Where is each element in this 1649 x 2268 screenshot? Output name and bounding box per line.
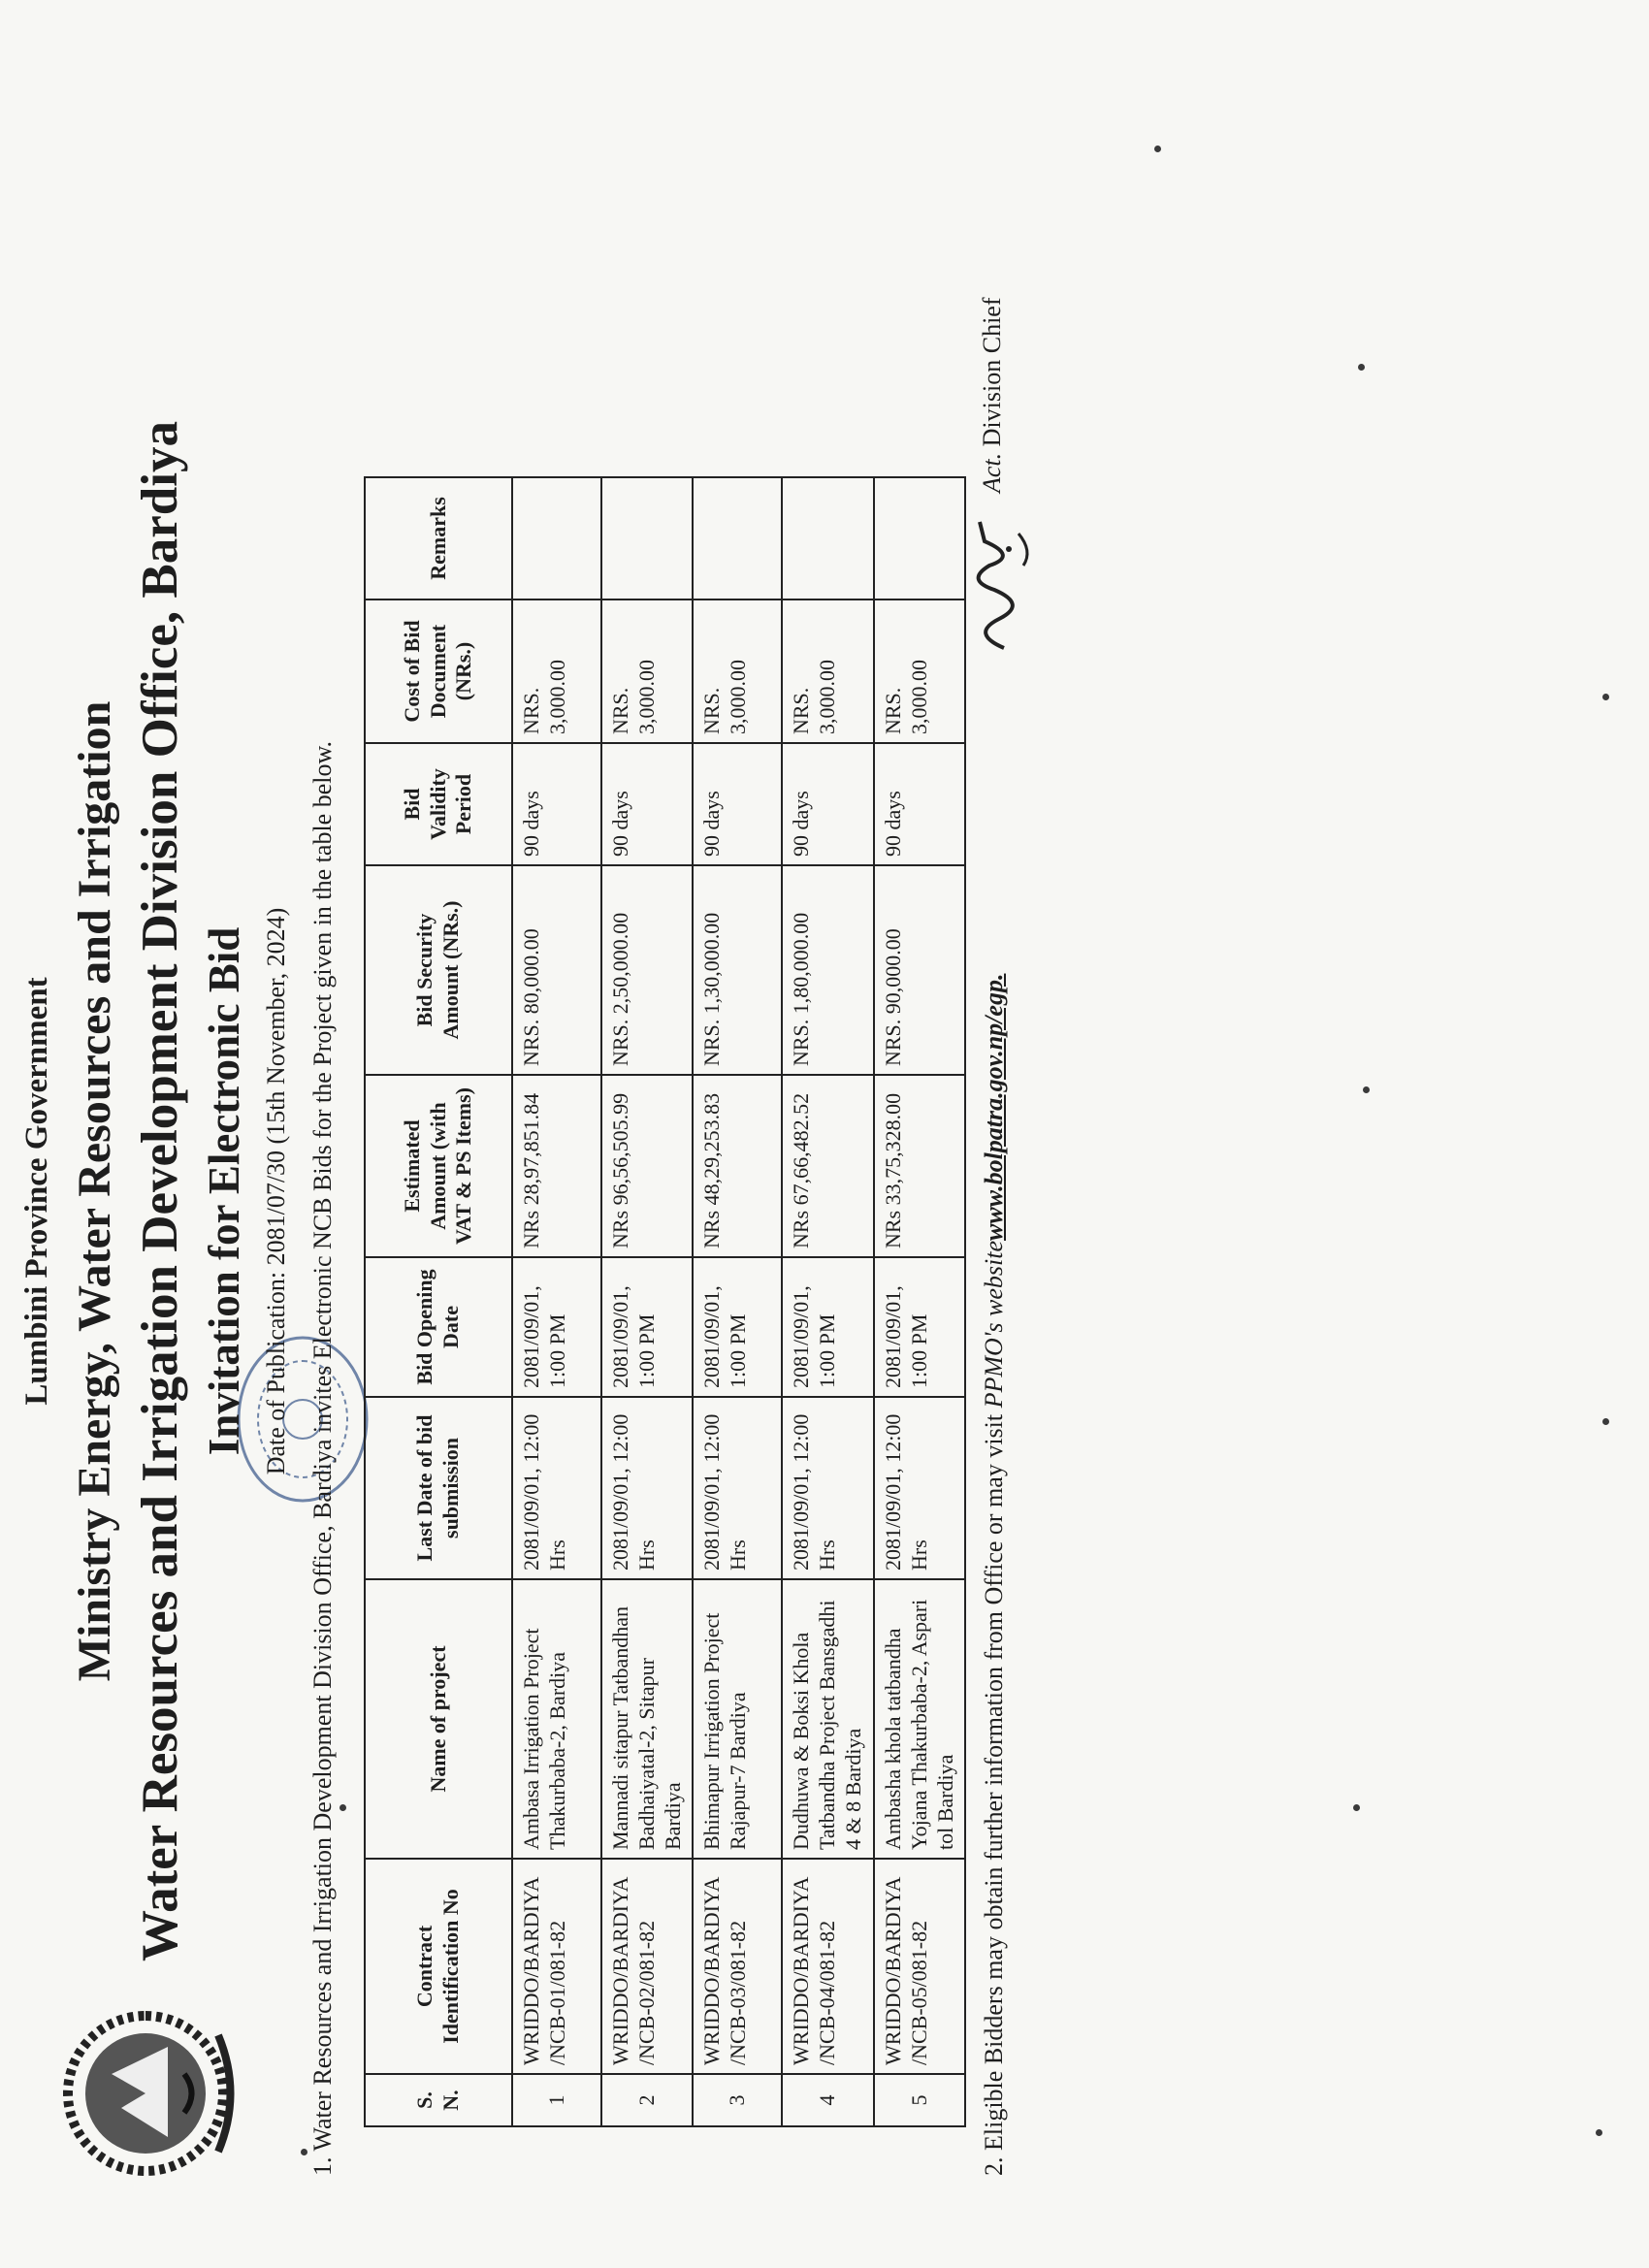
cell-validity: 90 days [512, 743, 601, 865]
cell-security: NRS. 1,80,000.00 [782, 865, 873, 1075]
signatory-prefix: Act. [978, 452, 1006, 493]
cell-estimate: NRs 48,29,253.83 [693, 1075, 782, 1257]
website-label: website [980, 1240, 1008, 1316]
signature-scribble [951, 512, 1043, 658]
bolpatra-website-link[interactable]: www.bolpatra.gov.np/egp. [980, 973, 1008, 1241]
rotated-notice-page [0, 97, 1552, 2268]
header-sn: S. N. [365, 2074, 512, 2126]
header-remarks: Remarks [365, 477, 512, 599]
cell-validity: 90 days [782, 743, 873, 865]
cell-submission: 2081/09/01, 12:00 Hrs [601, 1397, 693, 1579]
cell-cost: NRS. 3,000.00 [782, 599, 873, 743]
cell-contract: WRIDDO/BARDIYA /NCB-05/081-82 [874, 1859, 965, 2074]
header-validity: Bid Validity Period [365, 743, 512, 865]
office-name: Water Resources and Irrigation Development Division Office, Bardiya [132, 421, 188, 1961]
scan-speck [1602, 1418, 1609, 1425]
further-info-note [980, 974, 1009, 2176]
table-row [693, 477, 782, 2126]
scan-speck [1602, 694, 1609, 700]
cell-security: NRS. 90,000.00 [874, 865, 965, 1075]
cell-validity: 90 days [693, 743, 782, 865]
cell-estimate: NRs 67,66,482.52 [782, 1075, 873, 1257]
cell-cost: NRS. 3,000.00 [693, 599, 782, 743]
header-security: Bid Security Amount (NRs.) [365, 865, 512, 1075]
cell-sn: 1 [512, 2074, 601, 2126]
cell-estimate: NRs 33,75,328.00 [874, 1075, 965, 1257]
header-contract: Contract Identification No [365, 1859, 512, 2074]
cell-security: NRS. 2,50,000.00 [601, 865, 693, 1075]
cell-project: Ambasha khola tatbandha Yojana Thakurbaba-2, Aspari tol Bardiya [874, 1579, 965, 1859]
notice-title: Invitation for Electronic Bid [200, 926, 248, 1456]
cell-opening: 2081/09/01, 1:00 PM [693, 1257, 782, 1397]
cell-submission: 2081/09/01, 12:00 Hrs [874, 1397, 965, 1579]
table-row [782, 477, 873, 2126]
cell-sn: 4 [782, 2074, 873, 2126]
cell-contract: WRIDDO/BARDIYA /NCB-04/081-82 [782, 1859, 873, 2074]
intro-paragraph: 1. Water Resources and Irrigation Development Division Office, Bardiya invites Electronic NCB Bids for the Project given in the table below. [308, 740, 337, 2176]
table-row [512, 477, 601, 2126]
cell-estimate: NRs 28,97,851.84 [512, 1075, 601, 1257]
cell-validity: 90 days [874, 743, 965, 865]
cell-submission: 2081/09/01, 12:00 Hrs [782, 1397, 873, 1579]
cell-project: Bhimapur Irrigation Project Rajapur-7 Bardiya [693, 1579, 782, 1859]
cell-opening: 2081/09/01, 1:00 PM [874, 1257, 965, 1397]
cell-security: NRS. 1,30,000.00 [693, 865, 782, 1075]
cell-remarks [782, 477, 873, 599]
ministry-name: Ministry Energy, Water Resources and Irrigation [69, 700, 120, 1682]
cell-estimate: NRs 96,56,505.99 [601, 1075, 693, 1257]
cell-cost: NRS. 3,000.00 [512, 599, 601, 743]
cell-sn: 5 [874, 2074, 965, 2126]
scan-speck [1596, 2129, 1602, 2136]
header-submission: Last Date of bid submission [365, 1397, 512, 1579]
cell-contract: WRIDDO/BARDIYA /NCB-01/081-82 [512, 1859, 601, 2074]
header-estimate: Estimated Amount (with VAT & PS Items) [365, 1075, 512, 1257]
signatory-title [978, 298, 1007, 494]
table-row [874, 477, 965, 2126]
signatory-role: Division Chief [978, 297, 1006, 447]
cell-submission: 2081/09/01, 12:00 Hrs [693, 1397, 782, 1579]
header-project: Name of project [365, 1579, 512, 1859]
cell-project: Ambasa Irrigation Project Thakurbaba-2, Bardiya [512, 1579, 601, 1859]
cell-remarks [693, 477, 782, 599]
note-text: 2. Eligible Bidders may obtain further information from Office or may visit [980, 1413, 1008, 2176]
header-opening: Bid Opening Date [365, 1257, 512, 1397]
ppmo-label: PPMO's [980, 1322, 1008, 1409]
cell-opening: 2081/09/01, 1:00 PM [601, 1257, 693, 1397]
header-cost: Cost of Bid Document (NRs.) [365, 599, 512, 743]
cell-opening: 2081/09/01, 1:00 PM [782, 1257, 873, 1397]
cell-cost: NRS. 3,000.00 [601, 599, 693, 743]
publication-date: Date of Publication: 2081/07/30 (15th November, 2024) [262, 907, 290, 1475]
cell-project: Mannadi sitapur Tatbandhan Badhaiyatal-2, Sitapur Bardiya [601, 1579, 693, 1859]
bid-table [364, 476, 966, 2127]
office-seal-stamp [233, 1332, 373, 1507]
cell-cost: NRS. 3,000.00 [874, 599, 965, 743]
cell-contract: WRIDDO/BARDIYA /NCB-03/081-82 [693, 1859, 782, 2074]
government-name: Lumbini Province Government [19, 977, 54, 1406]
cell-contract: WRIDDO/BARDIYA /NCB-02/081-82 [601, 1859, 693, 2074]
cell-sn: 3 [693, 2074, 782, 2126]
cell-submission: 2081/09/01, 12:00 Hrs [512, 1397, 601, 1579]
cell-opening: 2081/09/01, 1:00 PM [512, 1257, 601, 1397]
cell-validity: 90 days [601, 743, 693, 865]
nepal-emblem-icon [53, 2006, 238, 2181]
cell-sn: 2 [601, 2074, 693, 2126]
cell-security: NRS. 80,000.00 [512, 865, 601, 1075]
cell-project: Dudhuwa & Boksi Khola Tatbandha Project Bansgadhi 4 & 8 Bardiya [782, 1579, 873, 1859]
table-row [601, 477, 693, 2126]
cell-remarks [512, 477, 601, 599]
cell-remarks [601, 477, 693, 599]
